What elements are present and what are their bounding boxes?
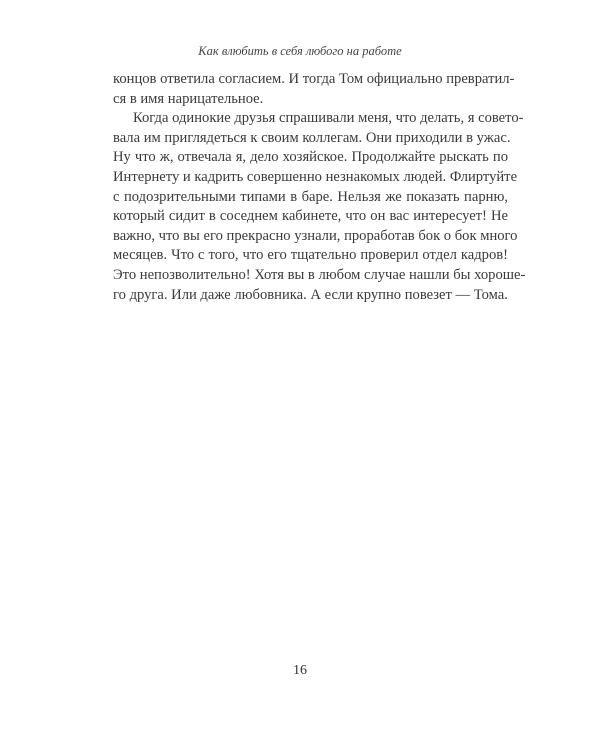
- paragraph: [113, 109, 526, 305]
- running-header: Как влюбить в себя любого на работе: [198, 44, 402, 58]
- text-line: с подозрительными типами в баре. Нельзя же показать парню,: [113, 188, 508, 205]
- text-line: Интернету и кадрить совершенно незнакомых людей. Флиртуйте: [113, 168, 518, 185]
- text-line: вала им приглядеться к своим коллегам. Они приходили в ужас.: [113, 129, 511, 146]
- text-line: Ну что ж, отвечала я, дело хозяйское. Продолжайте рыскать по: [113, 149, 508, 166]
- body-text: [113, 70, 526, 305]
- page-number: 16: [293, 663, 307, 678]
- text-line: который сидит в соседнем кабинете, что он вас интересует! Не: [113, 208, 508, 225]
- text-line: Когда одинокие друзья спрашивали меня, что делать, я совето-: [133, 110, 524, 127]
- text-line: концов ответила согласием. И тогда Том официально превратил-: [113, 71, 515, 87]
- text-line: ся в имя нарицательное.: [113, 90, 264, 107]
- paragraph: [113, 70, 515, 109]
- text-line: месяцев. Что с того, что его тщательно проверил отдел кадров!: [113, 247, 508, 264]
- text-line: Это непозволительно! Хотя вы в любом случае нашли бы хороше-: [113, 266, 526, 283]
- text-line: го друга. Или даже любовника. А если крупно повезет — Тома.: [113, 286, 508, 303]
- text-line: важно, что вы его прекрасно узнали, проработав бок о бок много: [113, 227, 518, 244]
